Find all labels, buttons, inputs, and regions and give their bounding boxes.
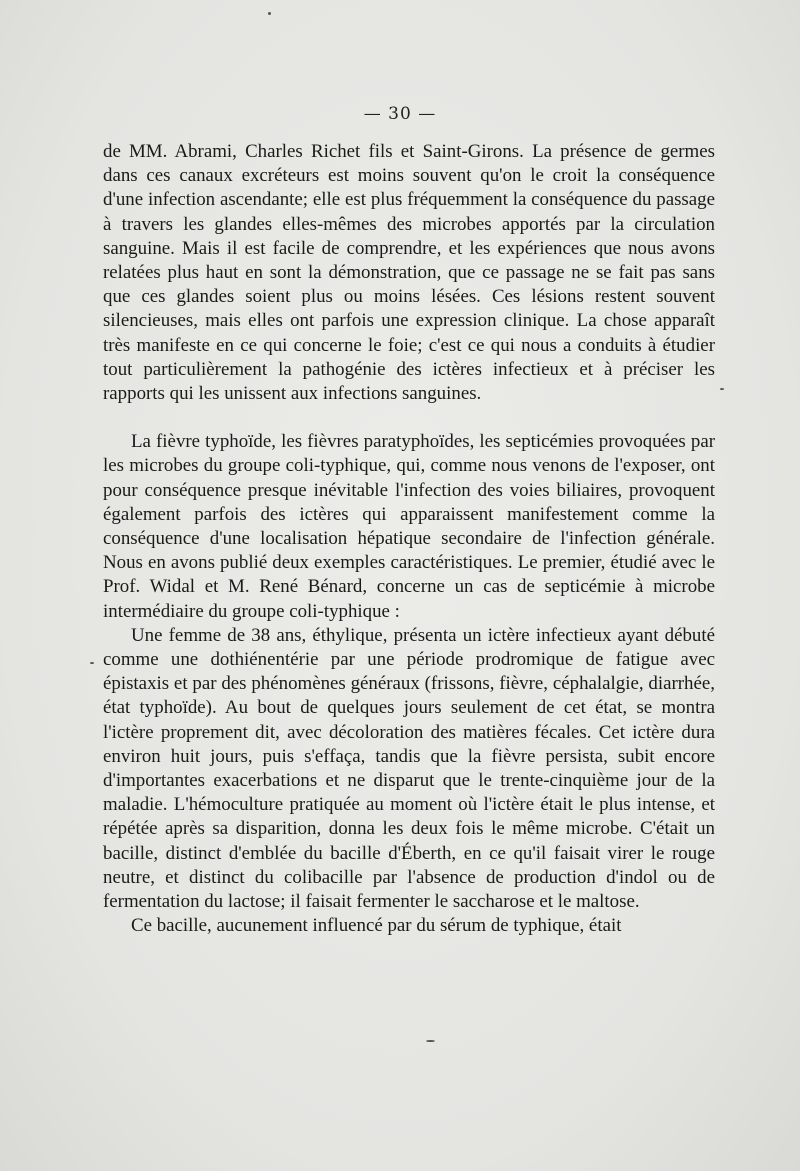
ink-speck <box>268 12 271 15</box>
paragraph-typhoid: La fièvre typhoïde, les fièvres paratyphoïdes, les septicémies provoquées par les microbes du groupe coli-typhique, qui, comme nous venons de l'exposer, ont pour conséquence presque inévitable l'infection des voies biliaires, provoquent également parfois des ictères qui apparaissent manifestement comme la conséquence d'une localisation hépatique secondaire de l'infection générale. Nous en avons publié deux exemples caractéristiques. Le premier, étudié avec le Prof. Widal et M. René Bénard, concerne un cas de septicémie à microbe intermédiaire du groupe coli-typhique : <box>103 431 715 622</box>
body-text <box>103 140 715 939</box>
ink-speck <box>90 662 94 664</box>
paragraph-case-report: Une femme de 38 ans, éthylique, présenta un ictère infectieux ayant débuté comme une dothiénentérie par une période prodromique de fatigue avec épistaxis et par des phénomènes généraux (frissons, fièvre, céphalalgie, diarrhée, état typhoïde). Au bout de quelques jours seulement de cet état, se montra l'ictère proprement dit, avec décoloration des matières fécales. Cet ictère dura environ huit jours, puis s'effaça, tandis que la fièvre persista, subit encore d'importantes exacerbations et ne disparut que le trente-cinquième jour de la maladie. L'hémoculture pratiquée au moment où l'ictère était le plus intense, et répétée après sa disparition, donna les deux fois le même microbe. C'était un bacille, distinct d'emblée du bacille d'Éberth, en ce qu'il faisait virer le rouge neutre, et distinct du colibacille par l'absence de production d'indol ou de fermentation du lactose; il faisait fermenter le saccharose et le maltose. <box>103 624 715 913</box>
paragraph-continuation: de MM. Abrami, Charles Richet fils et Saint-Girons. La présence de germes dans ces canaux excréteurs est moins souvent qu'on le croit la conséquence d'une infection ascendante; elle est plus fréquemment la conséquence du passage à travers les glandes elles-mêmes des microbes apportés par la circulation sanguine. Mais il est facile de comprendre, et les expériences que nous avons relatées plus haut en sont la démonstration, que ce passage ne se fait pas sans que ces glandes soient plus ou moins lésées. Ces lésions restent souvent silencieuses, mais elles ont parfois une expression clinique. La chose apparaît très manifeste en ce qui concerne le foie; c'est ce qui nous a conduits à étudier tout particulièrement la pathogénie des ictères infectieux et à préciser les rapports qui les unissent aux infections sanguines. <box>103 141 715 405</box>
page-number: — 30 — <box>363 104 437 124</box>
paragraph-bacillus: Ce bacille, aucunement influencé par du sérum de typhique, était <box>131 915 622 937</box>
ink-speck <box>720 388 724 390</box>
ink-speck <box>426 1040 435 1042</box>
